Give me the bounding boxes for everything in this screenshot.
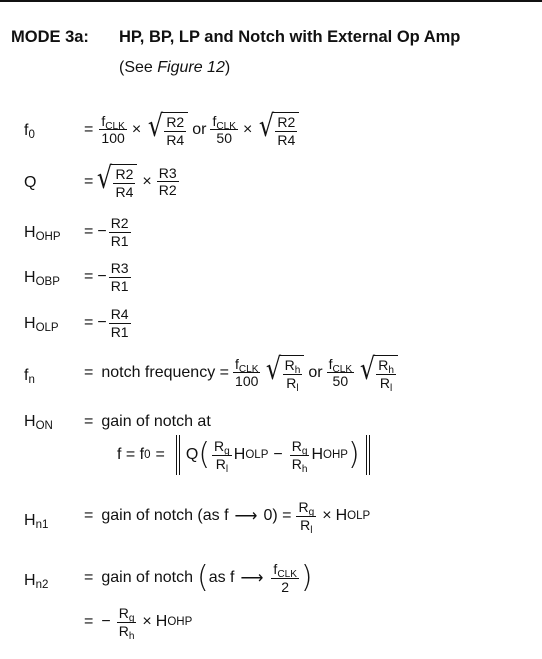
figure-reference: (See Figure 12) bbox=[119, 59, 231, 76]
section-title bbox=[11, 28, 461, 47]
rhs-hobp: = − $\frac{R3}{R1}$ bbox=[84, 260, 129, 294]
lhs-hn1: $H_{n1}$ bbox=[24, 512, 49, 531]
rhs-q: = √ $\frac{R2}{R4}$ × $\frac{R3}{R2}$ bbox=[84, 161, 177, 200]
square-root: √ $\frac{R2}{R4}$ bbox=[146, 112, 188, 147]
fraction: $\frac{f_{CLK}}{50}$ bbox=[212, 112, 236, 147]
rhs-hn1: = gain of notch (as f ⟶ 0) = $\frac{R_g}{R_l}$ × H OLP bbox=[84, 499, 371, 536]
square-root: √ $\frac{R2}{R4}$ bbox=[257, 112, 299, 147]
fraction: $\frac{R3}{R2}$ bbox=[158, 164, 177, 199]
figure-link[interactable]: Figure 12 bbox=[157, 59, 225, 76]
lhs-q: Q bbox=[24, 174, 37, 191]
rhs-hon-line1: = gain of notch at bbox=[84, 413, 211, 430]
norm-bar-left bbox=[176, 435, 180, 475]
lhs-hon: $H_{ON}$ bbox=[24, 413, 53, 432]
rhs-hn2-line1: = gain of notch ( as f ⟶ $\frac{f_{CLK}}{2}$ ) bbox=[84, 560, 313, 596]
lhs-hohp: $H_{OHP}$ bbox=[24, 224, 61, 243]
rhs-holp: = − $\frac{R4}{R1}$ bbox=[84, 306, 129, 340]
mode-title: HP, BP, LP and Notch with External Op Amp bbox=[119, 28, 461, 46]
rhs-hon-line2: f = f 0 = Q ( $\frac{R_g}{R_l}$ H OLP − $\frac{R_g}{R_h}$ H OHP ) bbox=[117, 435, 376, 475]
rhs-f0: = $\frac{f_{CLK}}{100}$ × √ $\frac{R2}{R4}$ or $\frac{f_{CLK}}{50}$ × √ $\frac{R2}{R4}$ bbox=[84, 112, 301, 147]
rhs-hn2-line2: = − $\frac{R_g}{R_h}$ × H OHP bbox=[84, 605, 193, 642]
square-root: √ $\frac{R2}{R4}$ bbox=[95, 164, 137, 199]
rhs-hohp: = − $\frac{R2}{R1}$ bbox=[84, 215, 129, 249]
lhs-hobp: $H_{OBP}$ bbox=[24, 269, 60, 288]
mode-label: MODE 3a: bbox=[11, 28, 89, 46]
rhs-fn: = notch frequency = $\frac{f_{CLK}}{100}$ √ $\frac{R_h}{R_l}$ or $\frac{f_{CLK}}{50}$ √ $\frac{R_h}{R_l}$ bbox=[84, 355, 400, 390]
top-rule bbox=[0, 0, 542, 2]
lhs-f0: $f_0$ bbox=[24, 122, 35, 141]
lhs-fn: $f_n$ bbox=[24, 367, 35, 386]
lhs-hn2: $H_{n2}$ bbox=[24, 572, 49, 591]
fraction: $\frac{f_{CLK}}{100}$ bbox=[101, 112, 125, 147]
norm-bar-right bbox=[366, 435, 370, 475]
lhs-holp: $H_{OLP}$ bbox=[24, 315, 59, 334]
